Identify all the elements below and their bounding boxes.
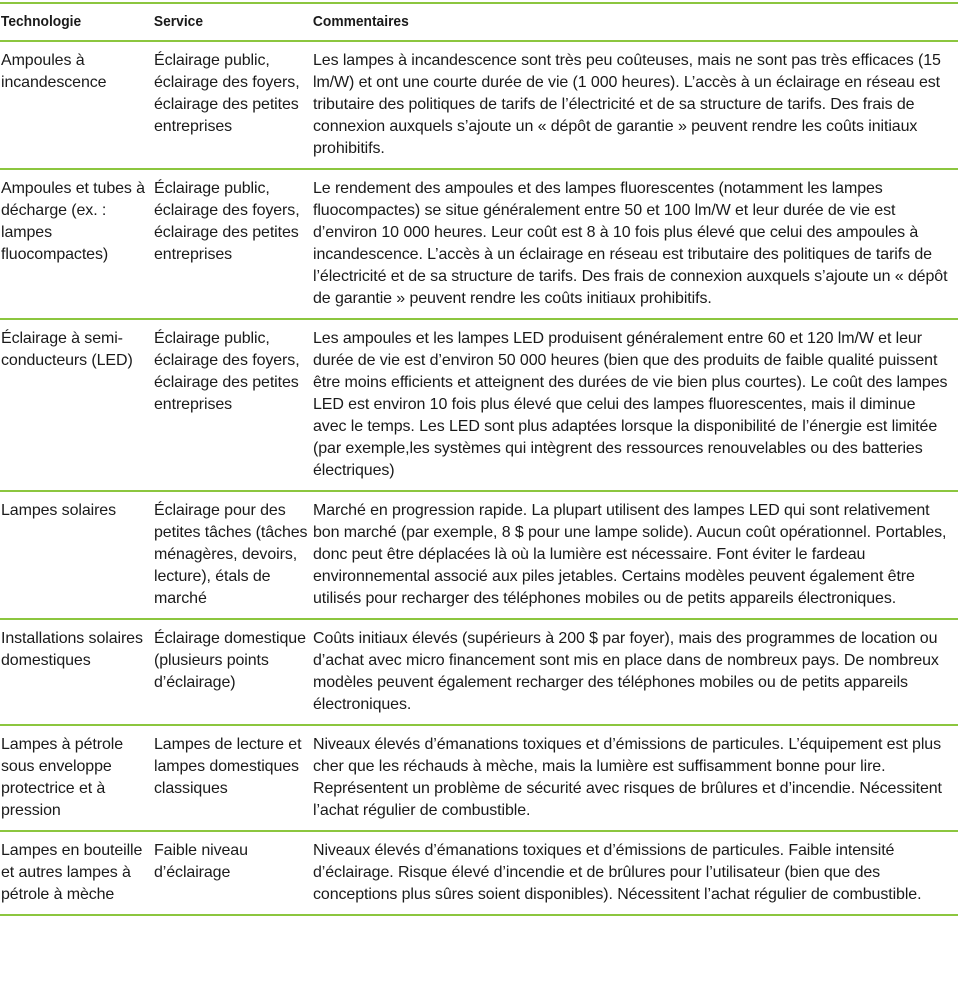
cell-comments: Coûts initiaux élevés (supérieurs à 200 $ par foyer), mais des programmes de location ou d’achat avec micro financement sont mis en place dans de nombreux pays. De nombreux modèles peuvent également recharger des téléphones mobiles ou de petits appareils électroniques. <box>312 619 958 725</box>
cell-comments: Les lampes à incandescence sont très peu coûteuses, mais ne sont pas très efficaces (15 lm/W) et ont une courte durée de vie (1 000 heures). L’accès à un éclairage en réseau est tributaire des politiques de tarifs de l’électricité et de sa structure de tarifs. Des frais de connexion auxquels s’ajoute un « dépôt de garantie » peuvent rendre les coûts initiaux prohibitifs. <box>312 41 958 169</box>
cell-service: Éclairage pour des petites tâches (tâches ménagères, devoirs, lecture), étals de marché <box>153 491 312 619</box>
cell-comments: Niveaux élevés d’émanations toxiques et d’émissions de particules. Faible intensité d’éclairage. Risque élevé d’incendie et de brûlures pour l’utilisateur (bien que des conceptions plus sûres soient disponibles). Nécessitent l’achat régulier de combustible. <box>312 831 958 915</box>
cell-service: Faible niveau d’éclairage <box>153 831 312 915</box>
table-body <box>0 41 958 915</box>
header-comments: Commentaires <box>312 3 906 41</box>
table-row <box>0 319 958 491</box>
table-row <box>0 619 958 725</box>
table-row <box>0 41 958 169</box>
cell-service: Éclairage public, éclairage des foyers, éclairage des petites entreprises <box>153 41 312 169</box>
table-row <box>0 169 958 319</box>
cell-comments: Le rendement des ampoules et des lampes fluorescentes (notamment les lampes fluocompactes) se situe généralement entre 50 et 100 lm/W et leur durée de vie est d’environ 10 000 heures. Leur coût est 8 à 10 fois plus élevé que celui des ampoules à incandescence. L’accès à un éclairage en réseau est tributaire des politiques de tarifs de l’électricité et de sa structure de tarifs. Des frais de connexion auxquels s’ajoute un « dépôt de garantie » peuvent rendre les coûts initiaux prohibitifs. <box>312 169 958 319</box>
cell-service: Éclairage public, éclairage des foyers, éclairage des petites entreprises <box>153 319 312 491</box>
header-technology: Technologie <box>0 3 141 41</box>
cell-comments: Niveaux élevés d’émanations toxiques et d’émissions de particules. L’équipement est plus cher que les réchauds à mèche, mais la lumière est suffisamment bonne pour lire. Représentent un problème de sécurité avec risques de brûlures et d’incendie. Nécessitent l’achat régulier de combustible. <box>312 725 958 831</box>
cell-service: Lampes de lecture et lampes domestiques classiques <box>153 725 312 831</box>
table-row <box>0 831 958 915</box>
header-service: Service <box>153 3 299 41</box>
table-header <box>0 3 958 41</box>
cell-service: Éclairage domestique (plusieurs points d’éclairage) <box>153 619 312 725</box>
cell-technology: Ampoules et tubes à décharge (ex. : lampes fluocompactes) <box>0 169 153 319</box>
table-row <box>0 491 958 619</box>
cell-technology: Ampoules à incandescence <box>0 41 153 169</box>
cell-service: Éclairage public, éclairage des foyers, éclairage des petites entreprises <box>153 169 312 319</box>
cell-comments: Les ampoules et les lampes LED produisent généralement entre 60 et 120 lm/W et leur durée de vie est d’environ 50 000 heures (bien que des produits de faible qualité puissent être moins efficients et atteignent des durées de vie bien plus courtes). Le coût des lampes LED est environ 10 fois plus élevé que celui des lampes fluorescentes, mais il diminue avec le temps. Les LED sont plus adaptées lorsque la disponibilité de l’énergie est limitée (par exemple,les systèmes qui intègrent des ressources renouvelables ou des batteries électriques) <box>312 319 958 491</box>
cell-technology: Lampes à pétrole sous enveloppe protectrice et à pression <box>0 725 153 831</box>
cell-technology: Lampes solaires <box>0 491 153 619</box>
cell-technology: Lampes en bouteille et autres lampes à pétrole à mèche <box>0 831 153 915</box>
table-row <box>0 725 958 831</box>
header-row <box>0 3 958 41</box>
cell-technology: Installations solaires domestiques <box>0 619 153 725</box>
lighting-technologies-table <box>0 2 958 916</box>
cell-technology: Éclairage à semi-conducteurs (LED) <box>0 319 153 491</box>
cell-comments: Marché en progression rapide. La plupart utilisent des lampes LED qui sont relativement bon marché (par exemple, 8 $ pour une lampe solide). Aucun coût opérationnel. Portables, donc peut être déplacées là où la lumière est nécessaire. Font éviter le fardeau environnemental associé aux piles jetables. Certains modèles peuvent également être utilisés pour recharger des téléphones mobiles ou de petits appareils électroniques. <box>312 491 958 619</box>
